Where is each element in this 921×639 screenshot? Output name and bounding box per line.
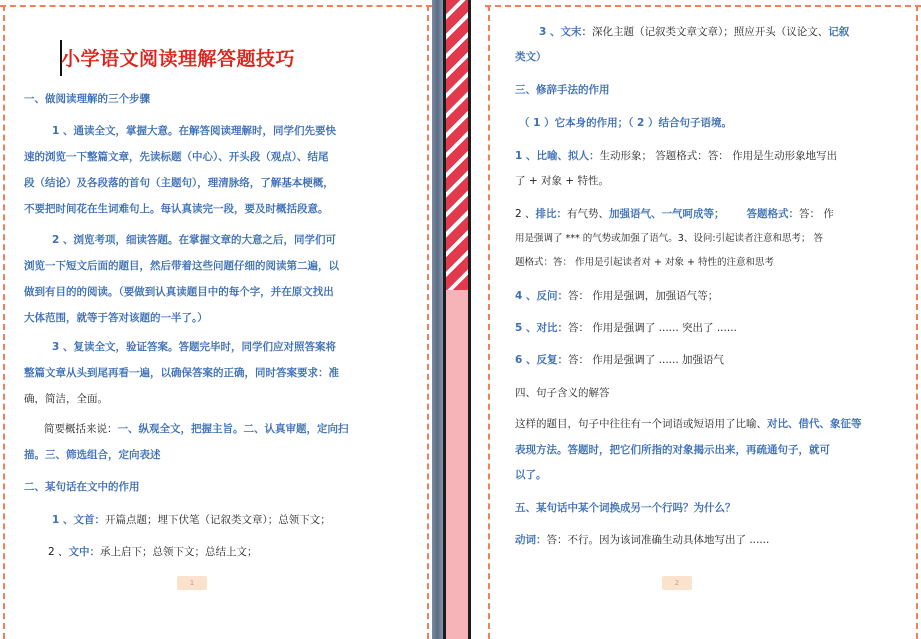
rhetoric-item-1 xyxy=(515,143,905,169)
rhetoric-item-2 xyxy=(515,201,905,227)
step2-line: 大体范围，就等于答对该题的一半了。） xyxy=(24,312,208,324)
spine-stripes xyxy=(446,0,468,290)
item1-line xyxy=(52,507,331,533)
item2-num: 2 、 xyxy=(48,546,69,558)
s5-text: 答：不行。因为该词准确生动具体地写出了 ...... xyxy=(546,534,770,546)
item1-text: 开篇点题；埋下伏笔（记叙类文章）；总领下文； xyxy=(104,514,331,526)
rhetoric-subheading: （ 1 ）它本身的作用；（ 2 ）结合句子语境。 xyxy=(519,117,732,129)
section5-verb-line xyxy=(515,527,910,553)
item2-text: 承上启下；总领下文；总结上文； xyxy=(100,546,258,558)
step3-line: 确，简洁，全面。 xyxy=(24,393,108,405)
r4-text: 答： 作用是强调，加强语气等； xyxy=(567,290,719,302)
item3-tail: 记叙 xyxy=(828,26,850,38)
s5-label: 动词： xyxy=(515,534,547,546)
step2-line: 2 、浏览考项，细读答题。在掌握文章的大意之后，同学们可 xyxy=(52,234,336,246)
r4-label: 4 、反问： xyxy=(515,290,568,302)
r2-label: 排比： xyxy=(535,208,568,220)
r2-text-blue: 加强语气、一气呵成等； xyxy=(609,208,725,220)
page-number: 2 xyxy=(662,576,692,590)
r1-label: 1 、比喻、拟人： xyxy=(515,150,600,162)
summary-prefix: 简要概括来说： xyxy=(44,423,118,435)
step1-paragraph xyxy=(24,118,424,222)
step2-paragraph xyxy=(24,227,424,331)
section3-heading: 三、修辞手法的作用 xyxy=(515,84,610,96)
spine-margin xyxy=(471,0,485,639)
section2-heading: 二、某句话在文中的作用 xyxy=(24,481,140,493)
s4-line1-blue: 对比、借代、象征等 xyxy=(767,418,862,430)
step1-line: 不要把时间花在生词难句上。每认真读完一段，要及时概括段意。 xyxy=(24,203,329,215)
item3-label: 3 、文末： xyxy=(539,26,592,38)
section5-heading: 五、某句话中某个词换成另一个行吗？为什么？ xyxy=(515,502,736,514)
step1-line: 1 、通读全文，掌握大意。在解答阅读理解时，同学们先要快 xyxy=(52,125,336,137)
r2-format-text: 答： 作 xyxy=(799,208,834,220)
section1-heading: 一、做阅读理解的三个步骤 xyxy=(24,93,150,105)
step2-line: 做到有目的的阅读。（要做到认真读题目中的每个字，并在原文找出 xyxy=(24,286,334,298)
item3-line2: 类文） xyxy=(515,51,547,63)
r2-line2: 用是强调了 *** 的气势或加强了语气。3、设问:引起读者注意和思考； 答 xyxy=(515,233,824,244)
step2-line: 浏览一下短文后面的题目，然后带着这些问题仔细的阅读第二遍，以 xyxy=(24,260,339,272)
page-border-left xyxy=(3,5,5,639)
item2-label: 文中： xyxy=(68,546,101,558)
book-spine xyxy=(432,0,485,639)
step3-paragraph xyxy=(24,334,424,412)
step1-line: 段（结论）及各段落的首句（主题句），理清脉络，了解基本梗概， xyxy=(24,177,334,189)
page-border-top xyxy=(485,5,921,7)
step3-line: 3 、复读全文，验证答案。答题完毕时，同学们应对照答案将 xyxy=(52,341,336,353)
left-page xyxy=(0,0,432,639)
r1-line2: 了 + 对象 + 特性。 xyxy=(515,175,609,187)
page-border-right xyxy=(916,5,918,639)
item2-line xyxy=(48,539,258,565)
rhetoric-item-6 xyxy=(515,347,724,373)
summary-line xyxy=(44,416,424,442)
rhetoric-item-5 xyxy=(515,315,737,341)
r5-text: 答： 作用是强调了 ...... 突出了 ...... xyxy=(567,322,737,334)
summary-line2: 描。三、筛选组合，定向表述 xyxy=(24,449,161,461)
section4-line1 xyxy=(515,411,910,437)
section4-line3: 以了。 xyxy=(515,469,547,481)
section4-heading: 四、句子含义的解答 xyxy=(515,387,610,399)
item1-label: 1 、文首： xyxy=(52,514,105,526)
step1-line: 速的浏览一下整篇文章，先读标题（中心）、开头段（观点）、结尾 xyxy=(24,151,329,163)
step3-line: 整篇文章从头到尾再看一遍，以确保答案的正确，同时答案要求：准 xyxy=(24,367,339,379)
rhetoric-item-4 xyxy=(515,283,718,309)
item3-text: 深化主题（记叙类文章文章）；照应开头（议论文、 xyxy=(591,26,829,38)
section4-line2: 表现方法。答题时，把它们所指的对象揭示出来，再疏通句子，就可 xyxy=(515,444,830,456)
page-border-right xyxy=(427,5,429,639)
r2-line3: 题格式：答： 作用是引起读者对 + 对象 + 特性的注意和思考 xyxy=(515,257,775,268)
r6-label: 6 、反复： xyxy=(515,354,568,366)
r2-num: 2 、 xyxy=(515,208,536,220)
page-number: 1 xyxy=(177,576,207,590)
r6-text: 答： 作用是强调了 ...... 加强语气 xyxy=(567,354,725,366)
summary-paragraph xyxy=(44,416,424,442)
r2-format-label: 答题格式： xyxy=(746,208,800,220)
summary-line1: 一、纵观全文，把握主旨。二、认真审题，定向扫 xyxy=(117,423,349,435)
spine-shadow xyxy=(432,0,443,639)
s4-line1-plain: 这样的题目，句子中往往有一个词语或短语用了比喻、 xyxy=(515,418,767,430)
r1-text: 生动形象； 答题格式：答： 作用是生动形象地写出 xyxy=(599,150,838,162)
right-page xyxy=(485,0,921,639)
r2-text-a: 有气势、 xyxy=(567,208,610,220)
page-border-left xyxy=(488,5,490,639)
document-title: 小学语文阅读理解答题技巧 xyxy=(61,48,296,70)
page-border-top xyxy=(0,5,432,7)
item3-line xyxy=(539,19,909,45)
spine-pink-band xyxy=(446,290,468,639)
r5-label: 5 、对比： xyxy=(515,322,568,334)
